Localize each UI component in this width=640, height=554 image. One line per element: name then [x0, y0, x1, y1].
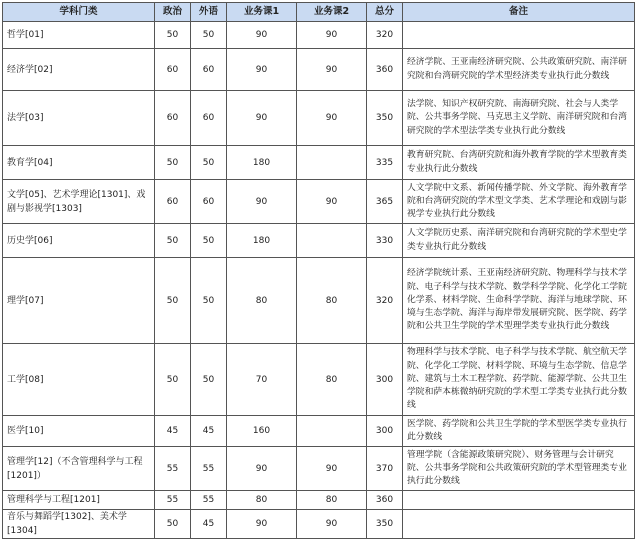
- course1-cell: 180: [227, 146, 297, 180]
- course2-cell: 80: [297, 491, 367, 510]
- table-row: [3, 258, 635, 344]
- course2-cell: 90: [297, 22, 367, 49]
- course1-cell: 90: [227, 91, 297, 146]
- subject-cell: 理学[07]: [3, 258, 155, 344]
- total-cell: 335: [367, 146, 403, 180]
- subject-cell: 哲学[01]: [3, 22, 155, 49]
- course1-cell: 80: [227, 491, 297, 510]
- foreign-cell: 55: [191, 447, 227, 491]
- table-row: [3, 22, 635, 49]
- politics-cell: 50: [155, 22, 191, 49]
- header-note: 备注: [403, 3, 635, 22]
- total-cell: 365: [367, 180, 403, 224]
- table-row: [3, 344, 635, 416]
- subject-cell: 管理科学与工程[1201]: [3, 491, 155, 510]
- header-politics: 政治: [155, 3, 191, 22]
- course2-cell: 90: [297, 91, 367, 146]
- subject-cell: 工学[08]: [3, 344, 155, 416]
- header-course2: 业务课2: [297, 3, 367, 22]
- politics-cell: 45: [155, 416, 191, 447]
- header-course1: 业务课1: [227, 3, 297, 22]
- course2-cell: 90: [297, 180, 367, 224]
- header-foreign-language: 外语: [191, 3, 227, 22]
- course2-cell: [297, 416, 367, 447]
- total-cell: 320: [367, 258, 403, 344]
- note-cell: 经济学院统计系、王亚南经济研究院、物理科学与技术学院、电子科学与技术学院、数学科学学院、化学化工学院化学系、材料学院、生命科学学院、海洋与地球学院、环境与生态学院、海洋与海岸带发展研究院、医学院、药学院和公共卫生学院的学术型理学类专业执行此分数线: [403, 258, 635, 344]
- table-row: [3, 447, 635, 491]
- note-cell: 法学院、知识产权研究院、南海研究院、社会与人类学院、公共事务学院、马克思主义学院、南洋研究院和台湾研究院的学术型法学类专业执行此分数线: [403, 91, 635, 146]
- politics-cell: 50: [155, 146, 191, 180]
- note-cell: [403, 22, 635, 49]
- course1-cell: 90: [227, 49, 297, 91]
- foreign-cell: 50: [191, 344, 227, 416]
- note-cell: [403, 510, 635, 539]
- total-cell: 320: [367, 22, 403, 49]
- subject-cell: 音乐与舞蹈学[1302]、美术学[1304]: [3, 510, 155, 539]
- course1-cell: 70: [227, 344, 297, 416]
- course1-cell: 90: [227, 447, 297, 491]
- foreign-cell: 45: [191, 416, 227, 447]
- total-cell: 300: [367, 416, 403, 447]
- politics-cell: 50: [155, 258, 191, 344]
- note-cell: 教育研究院、台湾研究院和海外教育学院的学术型教育类专业执行此分数线: [403, 146, 635, 180]
- foreign-cell: 60: [191, 91, 227, 146]
- table-row: [3, 491, 635, 510]
- note-cell: 经济学院、王亚南经济研究院、公共政策研究院、南洋研究院和台湾研究院的学术型经济类专业执行此分数线: [403, 49, 635, 91]
- foreign-cell: 50: [191, 224, 227, 258]
- foreign-cell: 50: [191, 146, 227, 180]
- table-row: [3, 180, 635, 224]
- table-row: [3, 91, 635, 146]
- table-row: [3, 146, 635, 180]
- course1-cell: 80: [227, 258, 297, 344]
- table-row: [3, 510, 635, 539]
- politics-cell: 60: [155, 49, 191, 91]
- course2-cell: [297, 224, 367, 258]
- politics-cell: 60: [155, 180, 191, 224]
- foreign-cell: 60: [191, 49, 227, 91]
- politics-cell: 50: [155, 344, 191, 416]
- header-subject: 学科门类: [3, 3, 155, 22]
- politics-cell: 55: [155, 491, 191, 510]
- foreign-cell: 60: [191, 180, 227, 224]
- table-row: [3, 416, 635, 447]
- note-cell: 物理科学与技术学院、电子科学与技术学院、航空航天学院、化学化工学院、材料学院、环境与生态学院、信息学院、建筑与土木工程学院、药学院、能源学院、公共卫生学院和萨本栋微纳研究院的学术型工学类专业执行此分数线: [403, 344, 635, 416]
- course1-cell: 90: [227, 510, 297, 539]
- subject-cell: 法学[03]: [3, 91, 155, 146]
- table-row: [3, 224, 635, 258]
- subject-cell: 文学[05]、艺术学理论[1301]、戏剧与影视学[1303]: [3, 180, 155, 224]
- table-row: [3, 49, 635, 91]
- note-cell: 人文学院中文系、新闻传播学院、外文学院、海外教育学院和台湾研究院的学术型文学类、艺术学理论和戏剧与影视学专业执行此分数线: [403, 180, 635, 224]
- total-cell: 350: [367, 91, 403, 146]
- course1-cell: 90: [227, 180, 297, 224]
- course1-cell: 160: [227, 416, 297, 447]
- subject-cell: 历史学[06]: [3, 224, 155, 258]
- header-total: 总分: [367, 3, 403, 22]
- score-table: [2, 2, 635, 539]
- note-cell: [403, 491, 635, 510]
- subject-cell: 医学[10]: [3, 416, 155, 447]
- course2-cell: 90: [297, 49, 367, 91]
- course2-cell: 80: [297, 344, 367, 416]
- subject-cell: 经济学[02]: [3, 49, 155, 91]
- politics-cell: 55: [155, 447, 191, 491]
- course2-cell: 90: [297, 447, 367, 491]
- subject-cell: 管理学[12]（不含管理科学与工程[1201]）: [3, 447, 155, 491]
- course2-cell: 90: [297, 510, 367, 539]
- subject-cell: 教育学[04]: [3, 146, 155, 180]
- note-cell: 管理学院（含能源政策研究院）、财务管理与会计研究院、公共事务学院和公共政策研究院的学术型管理类专业执行此分数线: [403, 447, 635, 491]
- foreign-cell: 45: [191, 510, 227, 539]
- total-cell: 330: [367, 224, 403, 258]
- politics-cell: 60: [155, 91, 191, 146]
- course1-cell: 90: [227, 22, 297, 49]
- course2-cell: 80: [297, 258, 367, 344]
- note-cell: 人文学院历史系、南洋研究院和台湾研究院的学术型史学类专业执行此分数线: [403, 224, 635, 258]
- total-cell: 350: [367, 510, 403, 539]
- total-cell: 360: [367, 491, 403, 510]
- politics-cell: 50: [155, 510, 191, 539]
- header-row: [3, 3, 635, 22]
- note-cell: 医学院、药学院和公共卫生学院的学术型医学类专业执行此分数线: [403, 416, 635, 447]
- total-cell: 370: [367, 447, 403, 491]
- total-cell: 300: [367, 344, 403, 416]
- course2-cell: [297, 146, 367, 180]
- foreign-cell: 50: [191, 22, 227, 49]
- total-cell: 360: [367, 49, 403, 91]
- foreign-cell: 50: [191, 258, 227, 344]
- course1-cell: 180: [227, 224, 297, 258]
- politics-cell: 50: [155, 224, 191, 258]
- foreign-cell: 55: [191, 491, 227, 510]
